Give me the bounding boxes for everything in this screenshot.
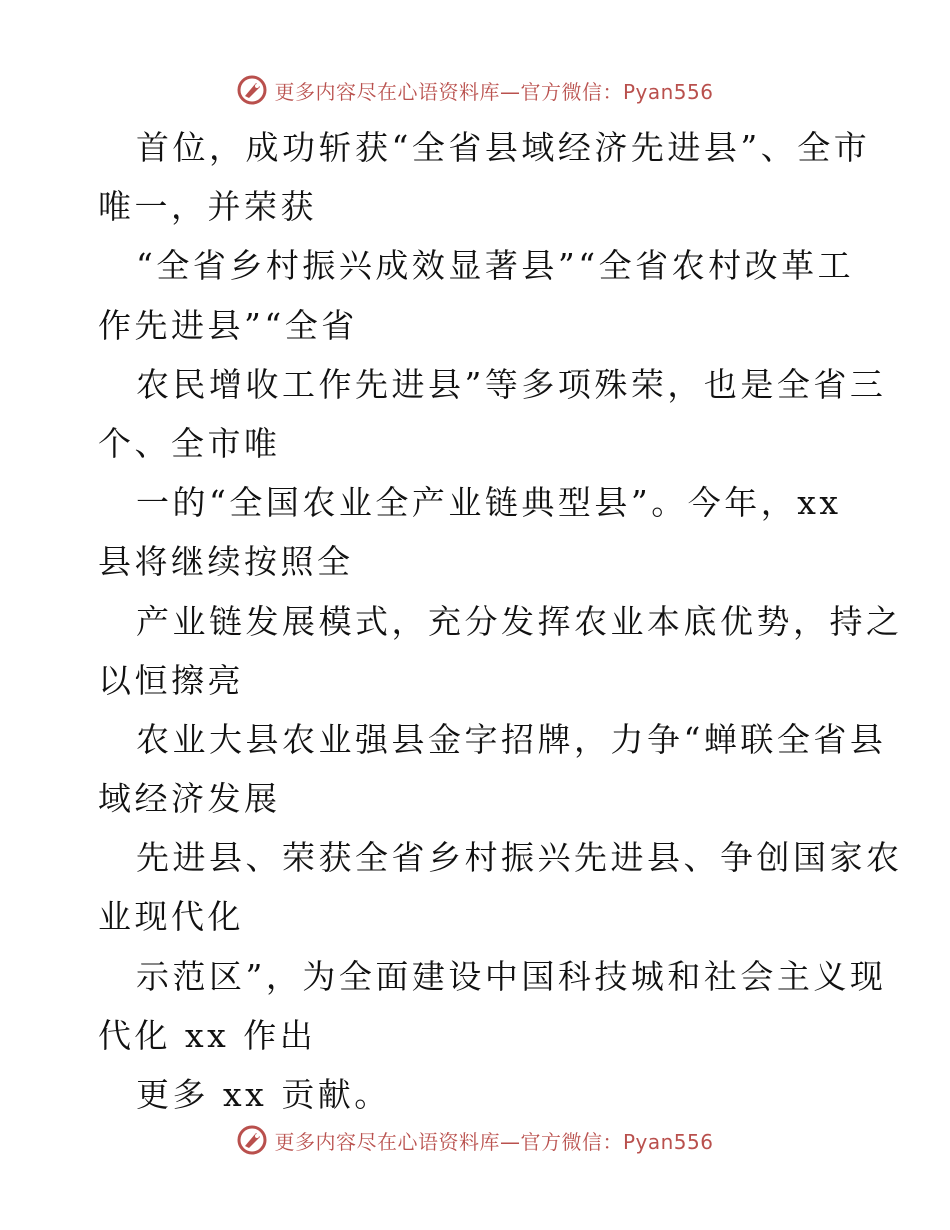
body-line: 业现代化 (98, 897, 244, 937)
header-banner-text: 更多内容尽在心语资料库—官方微信：Pyan556 (274, 79, 714, 104)
body-line: 唯一，并荣获 (98, 187, 317, 227)
body-line: 个、全市唯 (98, 423, 281, 463)
body-line: 以恒擦亮 (98, 660, 244, 700)
document-body (98, 118, 903, 1124)
body-line: “全省乡村振兴成效显著县”“全省农村改革工 (136, 246, 855, 286)
header-banner (0, 70, 950, 110)
body-line: 更多 xx 贡献。 (136, 1075, 391, 1114)
body-line: 一的“全国农业全产业链典型县”。今年，xx (136, 483, 842, 523)
body-line: 代化 xx 作出 (98, 1015, 317, 1055)
pen-nib-logo-icon (236, 1124, 268, 1156)
footer-banner-text: 更多内容尽在心语资料库—官方微信：Pyan556 (274, 1129, 714, 1154)
body-line: 农民增收工作先进县”等多项殊荣，也是全省三 (136, 364, 887, 404)
body-line: 先进县、荣获全省乡村振兴先进县、争创国家农 (136, 838, 903, 878)
body-line: 域经济发展 (98, 779, 281, 819)
body-line: 示范区”，为全面建设中国科技城和社会主义现 (136, 956, 887, 996)
body-line: 首位，成功斩获“全省县域经济先进县”、全市 (136, 128, 871, 167)
body-line: 作先进县”“全省 (98, 305, 358, 345)
body-line: 县将继续按照全 (98, 542, 354, 582)
pen-nib-logo-icon (236, 74, 268, 106)
footer-banner (0, 1120, 950, 1160)
body-line: 农业大县农业强县金字招牌，力争“蝉联全省县 (136, 719, 887, 759)
body-line: 产业链发展模式，充分发挥农业本底优势，持之 (136, 601, 903, 641)
